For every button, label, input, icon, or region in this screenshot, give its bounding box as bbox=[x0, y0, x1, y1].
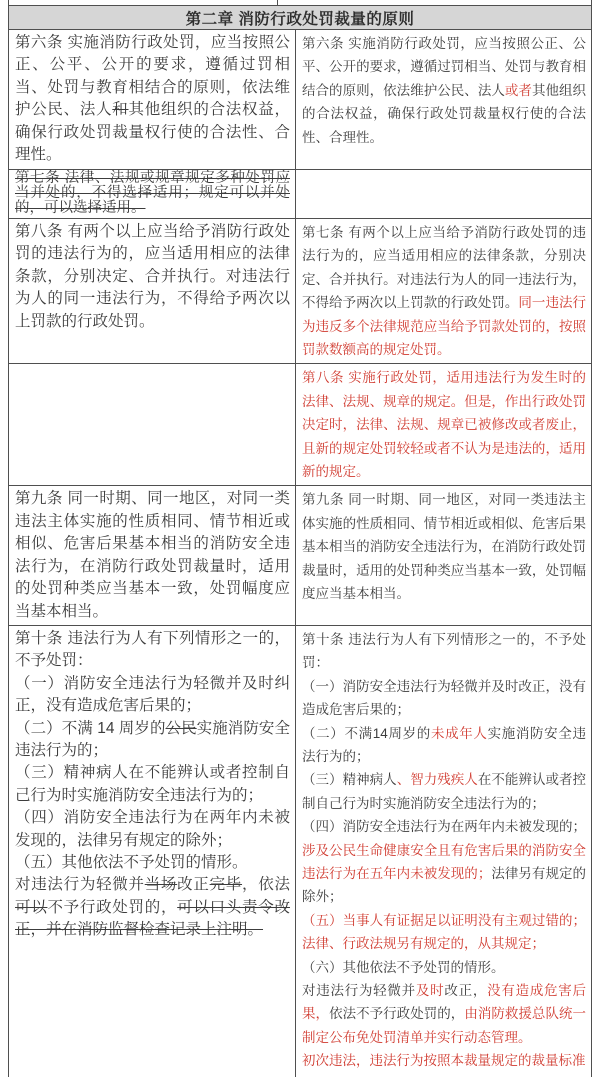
text-segment: （三）精神病人在不能辨认或者控制自己行为时实施消防安全违法行为的； bbox=[15, 764, 290, 804]
cell-original-text bbox=[9, 30, 296, 169]
text-segment: （四）消防安全违法行为在两年内未被发现的； bbox=[302, 819, 586, 835]
revision-added-text: 初次违法，违法行为按照本裁量规定的裁量标准 bbox=[302, 1053, 586, 1069]
text-segment: 实施消防安全违法行为的； bbox=[302, 725, 586, 764]
paragraph bbox=[302, 366, 586, 483]
cell-revised-text bbox=[296, 364, 591, 485]
text-segment: 第八条 有两个以上应当给予消防行政处罚的违法行为的，应当适用相应的法律条款，分别决定、合并执行。对违法行为人的同一违法行为，不得给予两次以上罚款的行政处罚。 bbox=[15, 223, 290, 330]
text-segment: （一）消防安全违法行为轻微并及时改正，没有造成危害后果的； bbox=[302, 678, 586, 718]
revision-added-text: 第八条 实施行政处罚，适用违法行为发生时的法律、法规、规章的规定。但是，作出行政处罚决定时，法律、法规、规章已被修改或者废止，且新的规定处罚较轻或者不认为是违法的，适用新的规定。 bbox=[302, 370, 586, 480]
deleted-text: 完毕 bbox=[209, 876, 243, 894]
cell-original-text bbox=[9, 486, 296, 624]
text-segment: （一）消防安全违法行为轻微并及时纠正，没有造成危害后果的； bbox=[15, 674, 290, 715]
text-segment: 第六条 实施消防行政处罚，应当按照公正、公平、公开的要求，遵循过罚相当、处罚与教育相结合的原则，依法维护公民、法人 bbox=[302, 36, 586, 98]
deleted-text: 和 bbox=[112, 101, 129, 119]
text-segment: 其他组织的合法权益，确保行政处罚裁量权行使的合法性、合理性。 bbox=[15, 101, 290, 164]
revision-added-text: 同一违法行为违反多个法律规范应当给予罚款处罚的，按照罚款数额高的规定处罚。 bbox=[302, 295, 587, 358]
text-segment: 法律另有规定的除外； bbox=[302, 865, 587, 905]
paragraph bbox=[15, 673, 290, 718]
column-divider bbox=[277, 0, 278, 5]
text-segment: 第九条 同一时期、同一地区，对同一类违法主体实施的性质相同、情节相近或相似、危害后果基本相当的消防安全违法行为，在消防行政处罚裁量时，适用的处罚种类应当基本一致，处罚幅度应当基本相当。 bbox=[15, 490, 290, 620]
text-segment: （四）消防安全违法行为在两年内未被发现的，法律另有规定的除外； bbox=[15, 809, 290, 849]
table-row bbox=[9, 363, 591, 485]
text-segment: （三）精神病人 bbox=[302, 772, 397, 788]
text-segment: （五）其他依法不予处罚的情形。 bbox=[15, 853, 248, 871]
paragraph bbox=[15, 807, 290, 852]
text-segment: 实施消防安全违法行为的； bbox=[15, 719, 290, 759]
paragraph bbox=[15, 628, 290, 673]
paragraph bbox=[302, 675, 586, 722]
text-segment: （二）不满 14 周岁的 bbox=[15, 719, 166, 737]
revision-added-text: 由消防救援总队统一制定公布免处罚清单并实行动态管理。 bbox=[302, 1006, 587, 1045]
table-row bbox=[9, 169, 591, 218]
text-segment: 对违法行为轻微并 bbox=[302, 983, 416, 998]
paragraph bbox=[302, 815, 586, 909]
cell-revised-text bbox=[296, 486, 591, 624]
text-segment: ，依法 bbox=[242, 876, 290, 894]
text-segment: （二）不满14周岁的 bbox=[302, 725, 431, 741]
deleted-text: 第七条 法律、法规或规章规定多种处罚应当并处的，不得选择适用；规定可以并处的，可以选择适用。 bbox=[15, 170, 290, 216]
cell-original-text bbox=[9, 364, 296, 485]
text-segment: 不予行政处罚的， bbox=[47, 898, 178, 916]
text-segment: 在不能辨认或者控制自己行为时实施消防安全违法行为的； bbox=[302, 772, 587, 811]
text-segment: 依法不予行政处罚的， bbox=[329, 1006, 465, 1022]
paragraph bbox=[302, 221, 586, 361]
paragraph bbox=[15, 718, 290, 763]
paragraph bbox=[302, 488, 586, 605]
regulation-comparison-table bbox=[8, 0, 592, 1077]
table-body bbox=[9, 29, 591, 1077]
cell-revised-text bbox=[296, 30, 591, 169]
deleted-text: 可以口头责令改正，并在消防监督检查记录上注明。 bbox=[15, 898, 290, 939]
text-segment: （六）其他依法不予处罚的情形。 bbox=[302, 959, 505, 975]
paragraph bbox=[302, 32, 586, 149]
paragraph bbox=[302, 722, 586, 769]
paragraph bbox=[302, 956, 586, 979]
deleted-text: 公民 bbox=[165, 719, 197, 737]
table-row bbox=[9, 625, 591, 1077]
paragraph bbox=[15, 874, 290, 941]
revision-added-text: 、智力残疾人 bbox=[396, 772, 478, 788]
paragraph bbox=[302, 1049, 586, 1072]
paragraph bbox=[15, 171, 290, 216]
text-segment: 改正 bbox=[177, 876, 210, 894]
chapter-header-row bbox=[9, 5, 591, 29]
cell-revised-text bbox=[296, 170, 591, 218]
deleted-text: 可以 bbox=[15, 898, 48, 916]
table-row bbox=[9, 29, 591, 169]
revision-added-text: 涉及公民生命健康安全且有危害后果的消防安全违法行为在五年内未被发现的； bbox=[302, 842, 586, 881]
revision-added-text: 或者 bbox=[504, 82, 532, 98]
paragraph bbox=[302, 628, 586, 675]
paragraph bbox=[302, 909, 586, 956]
paragraph bbox=[15, 32, 290, 166]
text-segment: 第十条 违法行为人有下列情形之一的，不予处罚： bbox=[15, 629, 290, 670]
cell-revised-text bbox=[296, 626, 591, 1077]
table-row bbox=[9, 218, 591, 363]
deleted-text: 当场 bbox=[144, 876, 178, 894]
revision-added-text: 及时 bbox=[415, 983, 445, 998]
cell-revised-text bbox=[296, 219, 591, 363]
cell-original-text bbox=[9, 626, 296, 1077]
text-segment: 第九条 同一时期、同一地区，对同一类违法主体实施的性质相同、情节相近或相似、危害后果基本相当的消防安全违法行为，在消防行政处罚裁量时，适用的处罚种类应当基本一致，处罚幅度应当基本相当。 bbox=[302, 492, 586, 602]
chapter-title: 第二章 消防行政处罚裁量的原则 bbox=[185, 10, 415, 28]
text-segment: 第六条 实施消防行政处罚，应当按照公正、公平、公开的要求，遵循过罚相当、处罚与教育相结合的原则，依法维护公民、法人 bbox=[15, 34, 290, 119]
paragraph bbox=[15, 221, 290, 333]
text-segment: 改正， bbox=[444, 983, 488, 998]
revision-added-text: 没有造成危害后果， bbox=[302, 983, 587, 1022]
paragraph bbox=[15, 762, 290, 807]
table-row bbox=[9, 485, 591, 624]
paragraph bbox=[302, 979, 586, 1049]
text-segment: 第七条 有两个以上应当给予消防行政处罚的违法行为的，应当适用相应的法律条款，分别决定、合并执行。对违法行为人的同一违法行为，不得给予两次以上罚款的行政处罚。 bbox=[302, 225, 586, 311]
paragraph bbox=[15, 852, 290, 874]
previous-row-fragment bbox=[9, 0, 591, 5]
text-segment: 第十条 违法行为人有下列情形之一的，不予处罚： bbox=[302, 631, 586, 671]
text-segment: 其他组织的合法权益，确保行政处罚裁量权行使的合法性、合理性。 bbox=[302, 82, 587, 145]
revision-added-text: （五）当事人有证据足以证明没有主观过错的；法律、行政法规另有规定的，从其规定； bbox=[302, 912, 586, 952]
paragraph bbox=[302, 768, 586, 815]
paragraph bbox=[15, 488, 290, 622]
cell-original-text bbox=[9, 219, 296, 363]
revision-added-text: 未成年人 bbox=[430, 725, 488, 741]
text-segment: 对违法行为轻微并 bbox=[15, 876, 145, 894]
cell-original-text bbox=[9, 170, 296, 218]
